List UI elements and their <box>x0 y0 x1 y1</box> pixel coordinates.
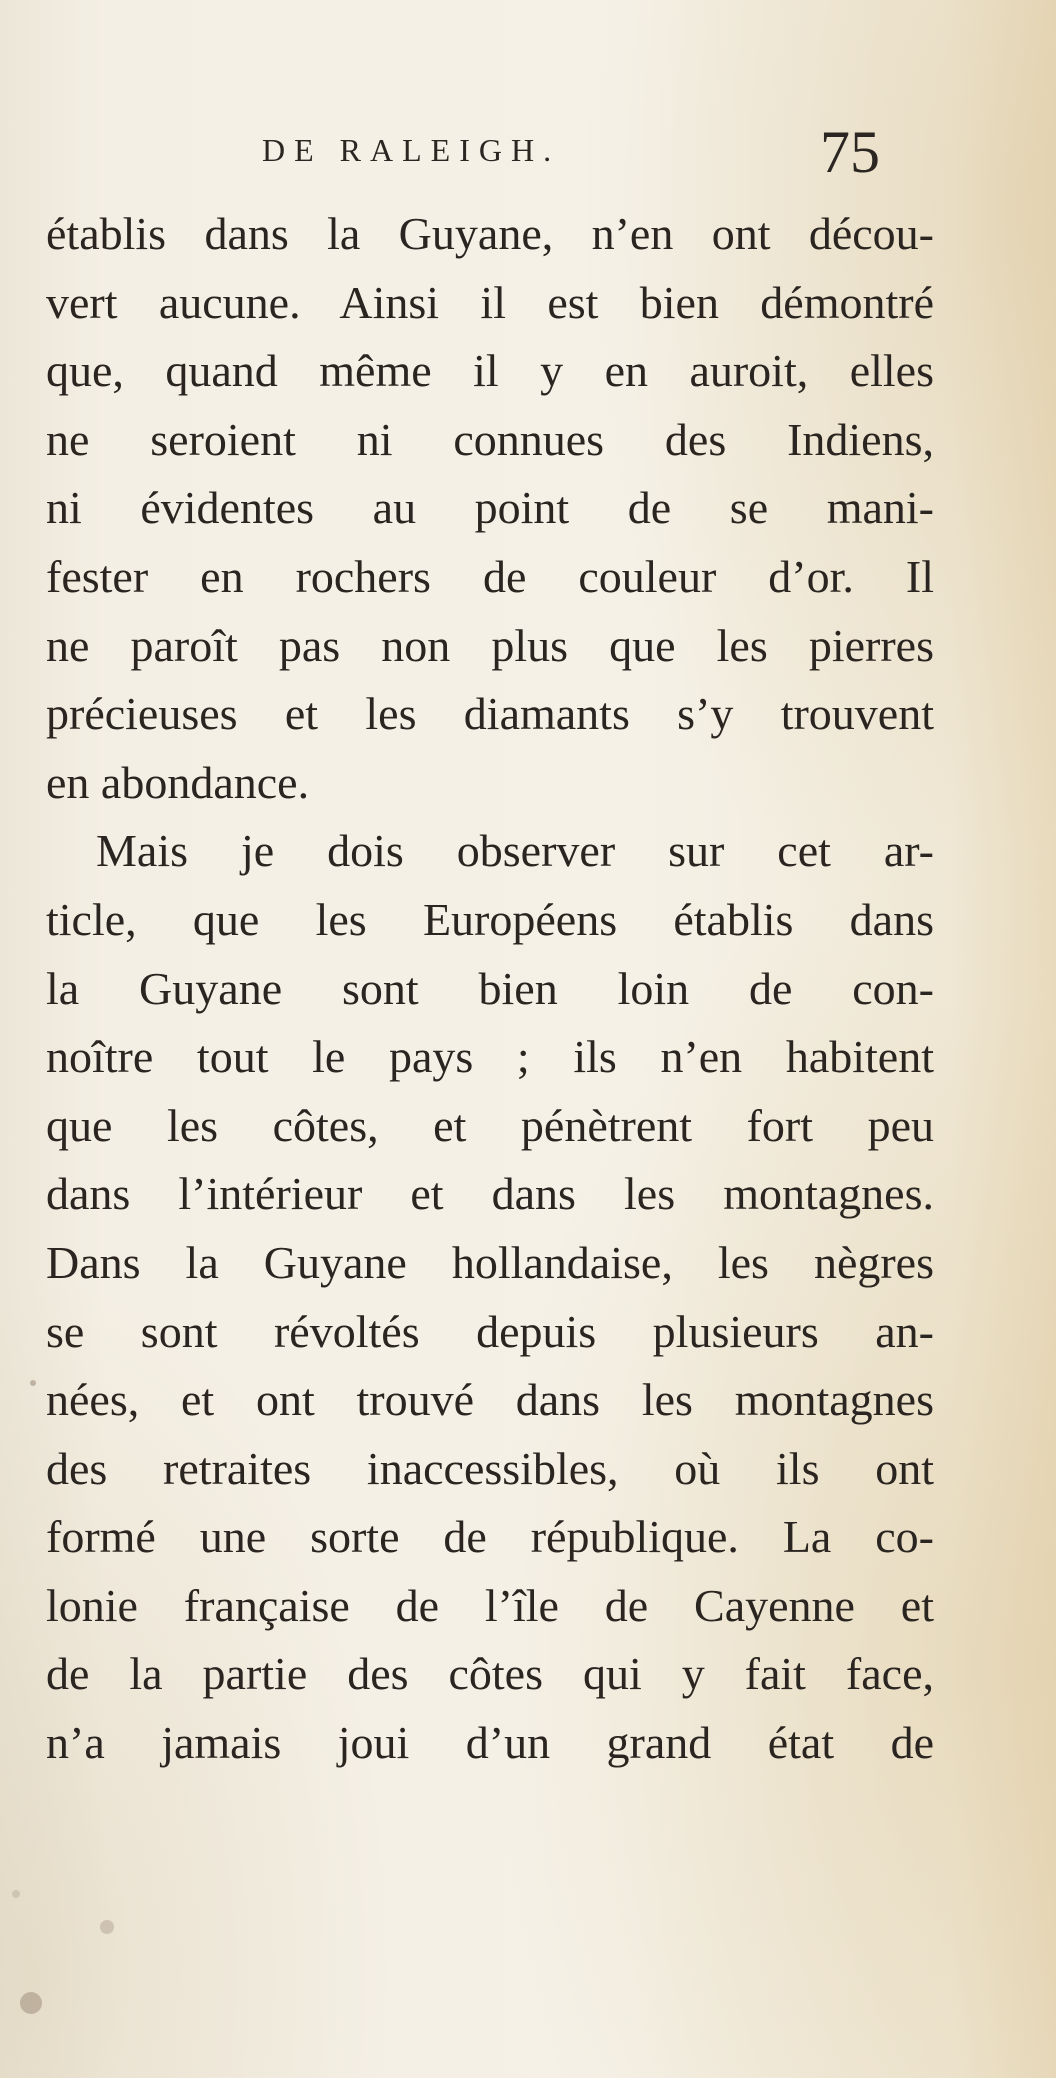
text-line: noître tout le pays ; ils n’en habitent <box>46 1031 934 1083</box>
text-line: Mais je dois observer sur cet ar- <box>96 825 934 877</box>
text-line: dans l’intérieur et dans les montagnes. <box>46 1168 934 1220</box>
text-line: nées, et ont trouvé dans les montagnes <box>46 1374 934 1426</box>
text-line: ne seroient ni connues des Indiens, <box>46 413 934 465</box>
paper-stain <box>20 1992 42 2014</box>
paper-stain <box>12 1890 20 1898</box>
body-text <box>46 200 934 1778</box>
text-line: formé une sorte de république. La co- <box>46 1511 934 1563</box>
text-line: se sont révoltés depuis plusieurs an- <box>46 1305 934 1357</box>
text-line: de la partie des côtes qui y fait face, <box>46 1648 934 1700</box>
text-line: Dans la Guyane hollandaise, les nègres <box>46 1236 934 1288</box>
page-number: 75 <box>820 119 880 185</box>
text-line: précieuses et les diamants s’y trouvent <box>46 688 934 740</box>
text-line: n’a jamais joui d’un grand état de <box>46 1717 934 1769</box>
text-line: que les côtes, et pénètrent fort peu <box>46 1099 934 1151</box>
text-line: ticle, que les Européens établis dans <box>46 893 934 945</box>
text-line: en abondance. <box>46 756 310 808</box>
text-line: ni évidentes au point de se mani- <box>46 482 934 534</box>
text-line: lonie française de l’île de Cayenne et <box>46 1579 934 1631</box>
text-line: la Guyane sont bien loin de con- <box>46 962 934 1014</box>
paper-stain <box>30 1380 36 1386</box>
text-line: fester en rochers de couleur d’or. Il <box>46 550 934 602</box>
text-line: vert aucune. Ainsi il est bien démontré <box>46 276 934 328</box>
running-head: DE RALEIGH. <box>262 132 561 168</box>
text-line: des retraites inaccessibles, où ils ont <box>46 1442 934 1494</box>
text-line: ne paroît pas non plus que les pierres <box>46 619 934 671</box>
text-line: que, quand même il y en auroit, elles <box>46 345 934 397</box>
paper-stain <box>100 1920 114 1934</box>
text-line: établis dans la Guyane, n’en ont décou- <box>46 208 934 259</box>
